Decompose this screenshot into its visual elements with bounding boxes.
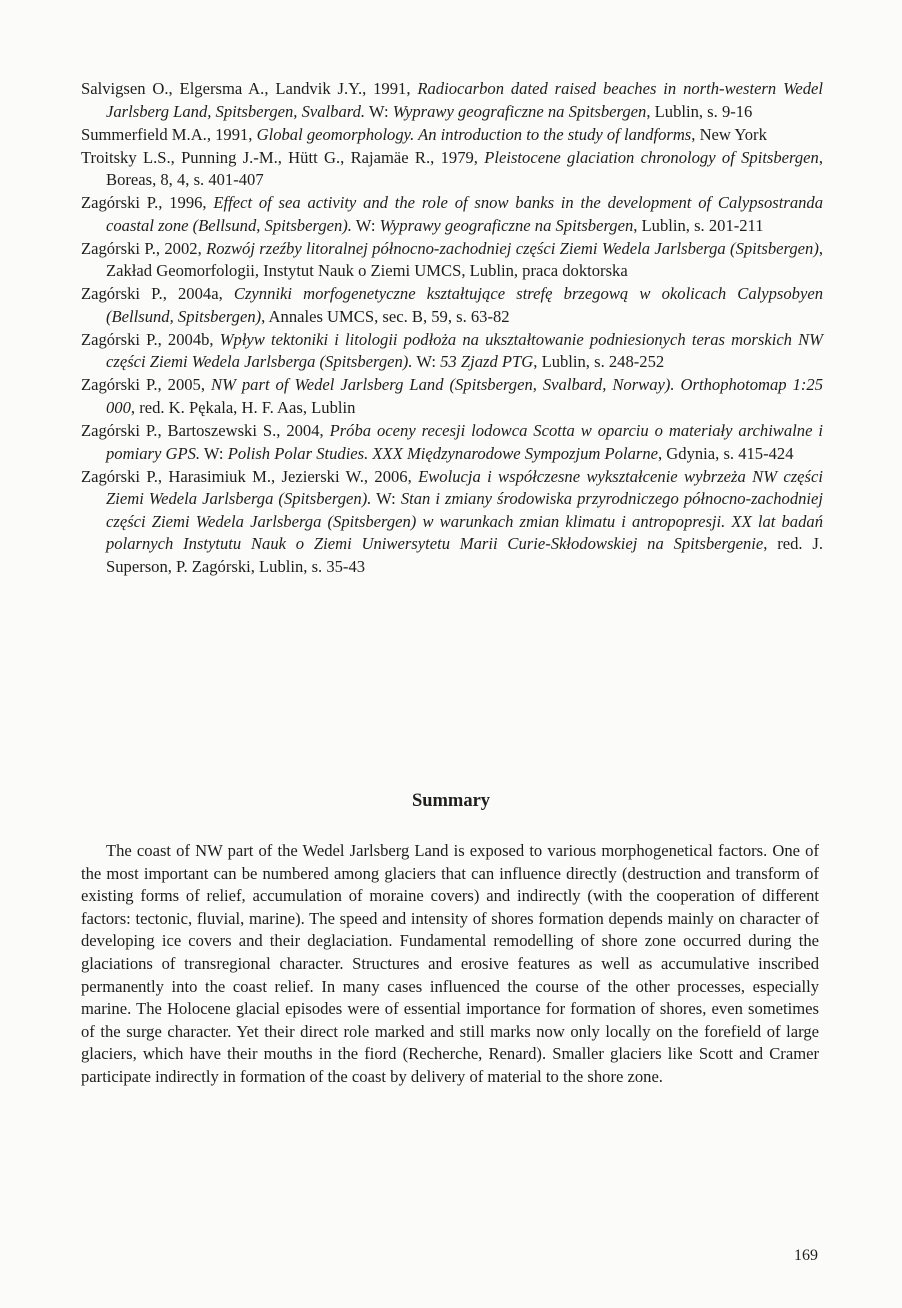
reference-item (81, 238, 823, 283)
summary-heading: Summary (411, 791, 491, 811)
reference-item (81, 374, 823, 419)
reference-source: Wyprawy geograficzne na Spitsbergen (379, 215, 634, 235)
reference-title: Pleistocene glaciation chronology of Spitsbergen (484, 147, 819, 167)
reference-authors: Zagórski P., 2004b, (81, 329, 220, 349)
reference-item (81, 124, 823, 147)
reference-source: Polish Polar Studies. XXX Międzynarodowe Sympozjum Polarne (227, 443, 658, 463)
reference-authors: Zagórski P., 2002, (81, 238, 207, 258)
reference-list (81, 78, 823, 579)
reference-item (81, 78, 823, 123)
reference-tail: , red. J. Superson, P. Zagórski, Lublin, s. 35-43 (106, 534, 823, 576)
reference-title: Radiocarbon dated raised beaches in north-western Wedel Jarlsberg Land, Spitsbergen, Svalbard. (106, 79, 824, 121)
reference-mid: , New York (691, 124, 767, 144)
reference-item (81, 329, 823, 374)
reference-title: Wpływ tektoniki i litologii podłoża na ukształtowanie podniesionych teras morskich NW części Ziemi Wedela Jarlsberga (Spitsbergen). (106, 329, 823, 372)
reference-item (81, 420, 823, 465)
reference-mid: W: (200, 443, 228, 463)
reference-authors: Zagórski P., Harasimiuk M., Jezierski W., 2006, (81, 466, 419, 486)
reference-source: Wyprawy geograficzne na Spitsbergen (392, 101, 647, 121)
reference-tail: , Lublin, s. 9-16 (646, 101, 753, 121)
reference-item (81, 192, 823, 237)
reference-authors: Zagórski P., Bartoszewski S., 2004, (81, 421, 330, 441)
reference-mid: , Annales UMCS, sec. B, 59, s. 63-82 (261, 306, 510, 326)
reference-source: 53 Zjazd PTG (440, 352, 534, 372)
reference-tail: , Lublin, s. 201-211 (633, 215, 764, 235)
reference-item (81, 283, 823, 328)
summary-paragraph: The coast of NW part of the Wedel Jarlsberg Land is exposed to various morphogenetical factors. One of the most important can be numbered among glaciers that can influence directly (destruction and transform of existing forms of relief, accumulation of moraine covers) and indirectly (with the cooperation of different factors: tectonic, fluvial, marine). The speed and intensity of shores formation depends mainly on character of developing ice covers and their deglaciation. Fundamental remodelling of shore zone occurred during the glaciations of transregional character. Structures and erosive features as well as accumulative inscribed permanently into the coast relief. In many cases influenced the course of the other processes, especially marine. The Holocene glacial episodes were of essential importance for formation of shores, even sometimes of the surge character. Yet their direct role marked and still marks now only locally on the forefield of large glaciers, which have their mouths in the fiord (Recherche, Renard). Smaller glaciers like Scott and Cramer participate indirectly in formation of the coast by delivery of material to the shore zone. (81, 841, 819, 1086)
page-number: 169 (794, 1247, 818, 1264)
reference-source: Stan i zmiany środowiska przyrodniczego północno-zachodniej części Ziemi Wedela Jarlsberga (Spitsbergen) w warunkach zmian klimatu i antropopresji. XX lat badań polarnych Instytutu Nauk o Ziemi Uniwersytetu Marii Curie-Skłodowskiej na Spitsbergenie (106, 489, 823, 554)
reference-item (81, 466, 823, 579)
reference-title: NW part of Wedel Jarlsberg Land (Spitsbergen, Svalbard, Norway). Orthophotomap 1:25 000 (106, 375, 823, 418)
reference-tail: , Lublin, s. 248-252 (533, 352, 665, 372)
reference-title: Global geomorphology. An introduction to the study of landforms (256, 124, 692, 144)
reference-item (81, 147, 823, 192)
reference-mid: W: (365, 101, 393, 121)
reference-title: Rozwój rzeźby litoralnej północno-zachodniej części Ziemi Wedela Jarlsberga (Spitsbergen) (206, 238, 819, 258)
reference-title: Próba oceny recesji lodowca Scotta w oparciu o materiały archiwalne i pomiary GPS. (106, 421, 823, 463)
reference-authors: Salvigsen O., Elgersma A., Landvik J.Y., 1991, (81, 79, 418, 98)
reference-title: Ewolucja i współczesne wykształcenie wybrzeża NW części Ziemi Wedela Jarlsberga (Spitsbergen). (106, 466, 823, 509)
reference-mid: W: (351, 215, 380, 235)
reference-tail: , Gdynia, s. 415-424 (658, 443, 794, 463)
reference-mid: W: (412, 352, 441, 372)
reference-title: Czynniki morfogenetyczne kształtujące strefę brzegową w okolicach Calypsobyen (Bellsund, Spitsbergen) (106, 284, 823, 326)
reference-authors: Summerfield M.A., 1991, (81, 124, 257, 144)
reference-mid: W: (371, 489, 401, 509)
reference-authors: Zagórski P., 1996, (81, 193, 214, 213)
reference-mid: , Boreas, 8, 4, s. 401-407 (106, 147, 824, 190)
reference-mid: , Zakład Geomorfologii, Instytut Nauk o Ziemi UMCS, Lublin, praca doktorska (106, 238, 823, 281)
reference-authors: Zagórski P., 2004a, (81, 284, 234, 304)
reference-mid: , red. K. Pękala, H. F. Aas, Lublin (130, 398, 356, 418)
reference-authors: Troitsky L.S., Punning J.-M., Hütt G., Rajamäe R., 1979, (81, 147, 485, 167)
reference-title: Effect of sea activity and the role of snow banks in the development of Calypsostranda coastal zone (Bellsund, Spitsbergen). (106, 193, 823, 235)
reference-authors: Zagórski P., 2005, (81, 375, 211, 395)
